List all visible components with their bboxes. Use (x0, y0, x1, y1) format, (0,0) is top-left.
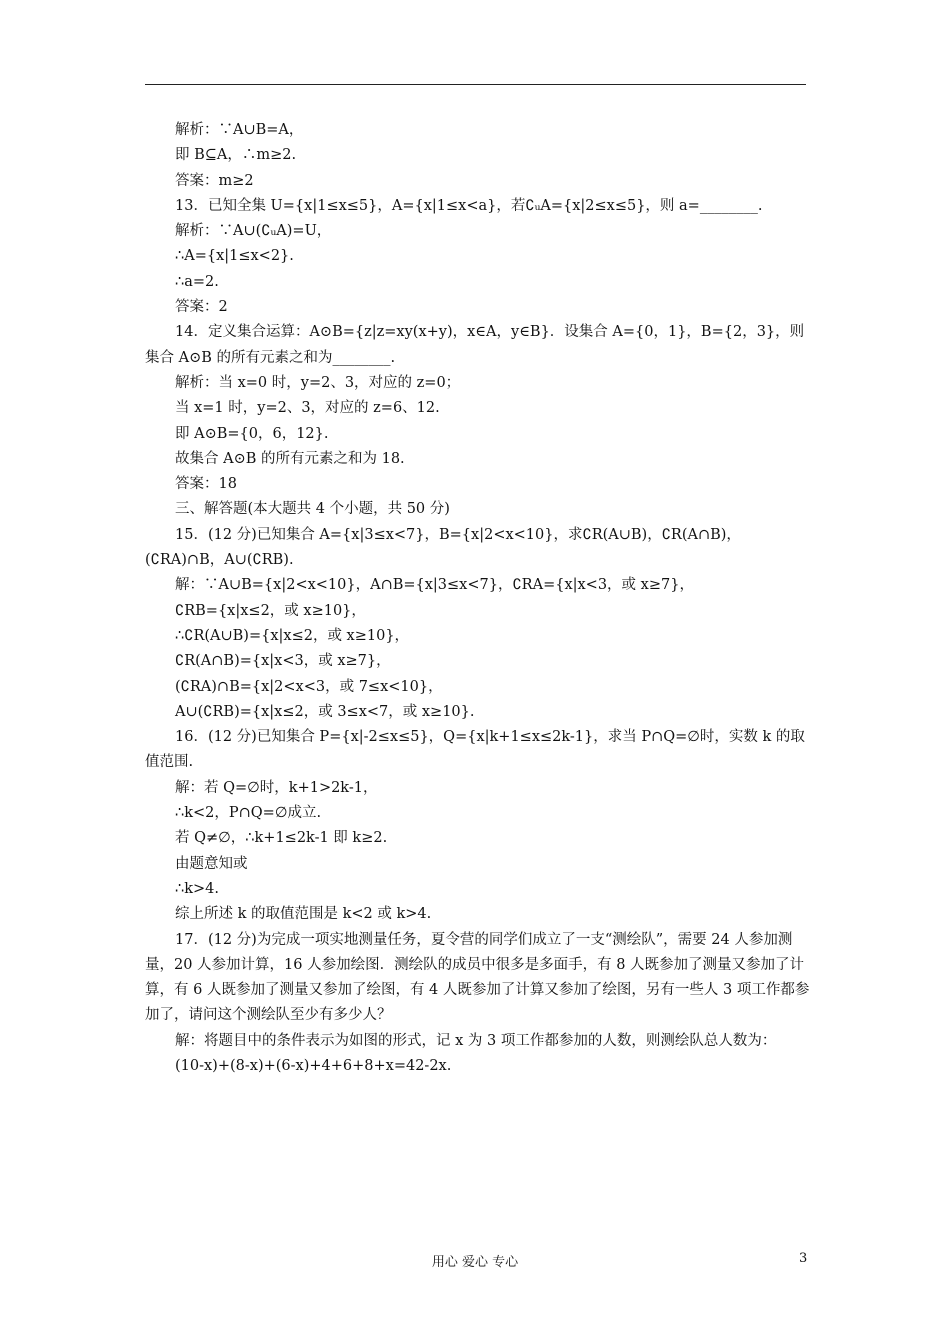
text-line: 16．(12 分)已知集合 P={x|-2≤x≤5}，Q={x|k+1≤x≤2k-1}，求当 P∩Q=∅时，实数 k 的取值范围. (145, 729, 805, 771)
text-line: 当 x=1 时，y=2、3，对应的 z=6、12. (175, 400, 440, 417)
document-body (145, 118, 810, 1079)
text-line: ∴∁R(A∪B)={x|x≤2，或 x≥10}， (175, 627, 410, 644)
text-line: (10-x)+(8-x)+(6-x)+4+6+8+x=42-2x. (175, 1057, 452, 1074)
text-line: A∪(∁RB)={x|x≤2，或 3≤x<7，或 x≥10}. (175, 703, 475, 720)
text-line: ∴a=2. (175, 273, 219, 290)
text-line: 解析：∵A∪(∁ᵤA)=U， (175, 223, 332, 240)
header-rule (145, 84, 806, 85)
text-line: ∴k>4. (175, 880, 219, 897)
text-line: 若 Q≠∅，∴k+1≤2k-1 即 k≥2. (175, 830, 388, 847)
text-line: ∴A={x|1≤x<2}. (175, 248, 294, 265)
footer-slogan: 用心 爱心 专心 (431, 1255, 519, 1270)
text-line: 14．定义集合运算：A⊙B={z|z=xy(x+y)，x∈A，y∈B}．设集合 A={0，1}，B={2，3}，则集合 A⊙B 的所有元素之和为________. (145, 324, 805, 366)
text-line: 答案：18 (175, 476, 237, 493)
text-line: 解析：∵A∪B=A， (175, 122, 304, 138)
text-line: ∁R(A∩B)={x|x<3，或 x≥7}， (175, 653, 391, 670)
page-number: 3 (799, 1251, 808, 1266)
text-line: 即 B⊆A，∴m≥2. (175, 147, 297, 164)
text-line: 解：若 Q=∅时，k+1>2k-1， (175, 779, 378, 796)
text-line: ∴k<2，P∩Q=∅成立. (175, 805, 322, 822)
text-line: 三、解答题(本大题共 4 个小题，共 50 分) (175, 501, 450, 518)
text-line: 由题意知或 (175, 855, 248, 872)
text-line: ∁RB={x|x≤2，或 x≥10}， (175, 602, 366, 619)
text-line: 17．(12 分)为完成一项实地测量任务，夏令营的同学们成立了一支“测绘队”，需要 24 人参加测量，20 人参加计算，16 人参加绘图．测绘队的成员中很多是多面手，有 8 人既参加了测量又参加了计算，有 6 人既参加了测量又参加了绘图，有 4 人既参加了计算又参加了绘图，另有一些人 3 项工作都参加了，请问这个测绘队至少有多少人？ (145, 931, 810, 1024)
text-line: 答案：2 (175, 299, 228, 316)
text-line: 故集合 A⊙B 的所有元素之和为 18. (175, 450, 405, 467)
text-line: 解：∵A∪B={x|2<x<10}，A∩B={x|3≤x<7}，∁RA={x|x<3，或 x≥7}， (175, 577, 694, 594)
text-line: 解：将题目中的条件表示为如图的形式，记 x 为 3 项工作都参加的人数，则测绘队总人数为： (175, 1032, 777, 1049)
text-line: 答案：m≥2 (175, 172, 254, 189)
text-line: 13．已知全集 U={x|1≤x≤5}，A={x|1≤x<a}，若∁ᵤA={x|2≤x≤5}，则 a=________. (175, 197, 763, 214)
text-line: 综上所述 k 的取值范围是 k<2 或 k>4. (175, 906, 432, 923)
text-line: 15．(12 分)已知集合 A={x|3≤x<7}，B={x|2<x<10}，求∁R(A∪B)，∁R(A∩B)，(∁RA)∩B，A∪(∁RB). (145, 526, 741, 569)
text-line: 解析：当 x=0 时，y=2、3，对应的 z=0； (175, 374, 461, 391)
text-line: (∁RA)∩B={x|2<x<3，或 7≤x<10}， (175, 678, 443, 695)
text-line: 即 A⊙B={0，6，12}. (175, 425, 329, 442)
